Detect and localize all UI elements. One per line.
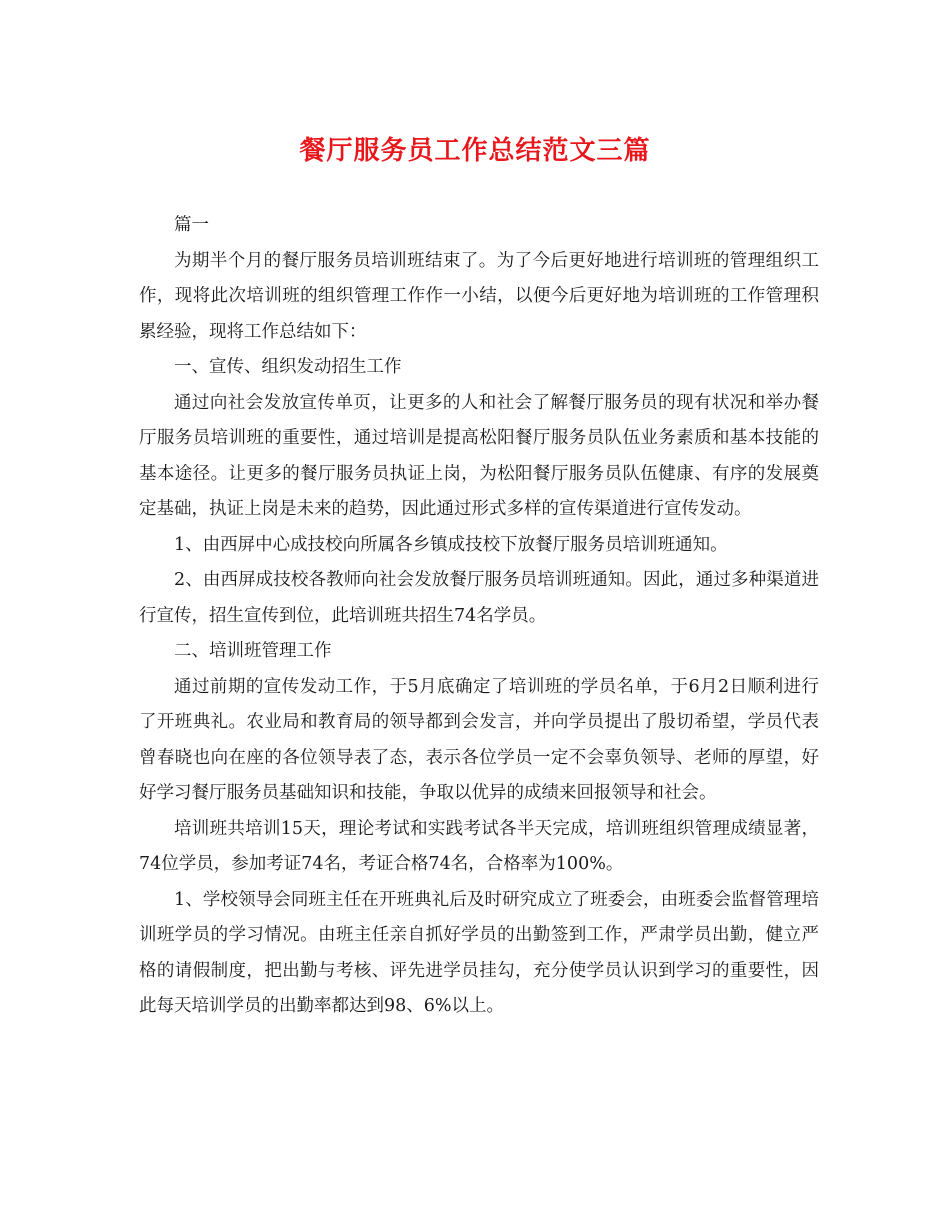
list-item: 1、由西屏中心成技校向所属各乡镇成技校下放餐厅服务员培训班通知。 [174,534,728,555]
list-item: 2、由西屏成技校各教师向社会发放餐厅服务员培训班通知。因此，通过多种渠道进行宣传，招生宣传到位，此培训班共招生74名学员。 [139,570,819,626]
section-heading: 二、培训班管理工作 [174,641,332,661]
section-heading: 一、宣传、组织发动招生工作 [174,357,402,377]
list-item: 1、学校领导会同班主任在开班典礼后及时研究成立了班委会，由班委会监督管理培训班学员的学习情况。由班主任亲自抓好学员的出勤签到工作，严肃学员出勤，健立严格的请假制度，把出勤与考核、评先进学员挂勾，充分使学员认识到学习的重要性，因此每天培训学员的出勤率都达到98、6%以上。 [139,889,819,1016]
paragraph: 通过向社会发放宣传单页，让更多的人和社会了解餐厅服务员的现有状况和举办餐厅服务员培训班的重要性，通过培训是提高松阳餐厅服务员队伍业务素质和基本技能的基本途径。让更多的餐厅服务员执证上岗，为松阳餐厅服务员队伍健康、有序的发展奠定基础，执证上岗是未来的趋势，因此通过形式多样的宣传渠道进行宣传发动。 [139,392,819,519]
paragraph: 为期半个月的餐厅服务员培训班结束了。为了今后更好地进行培训班的管理组织工作，现将此次培训班的组织管理工作作一小结，以便今后更好地为培训班的工作管理积累经验，现将工作总结如下： [139,250,819,342]
document-title: 餐厅服务员工作总结范文三篇 [299,136,651,166]
section-heading: 篇一 [174,215,209,235]
document-body [139,208,819,1025]
paragraph: 培训班共培训15天，理论考试和实践考试各半天完成，培训班组织管理成绩显著，74位学员，参加考证74名，考证合格74名，合格率为100%。 [139,818,819,874]
paragraph: 通过前期的宣传发动工作，于5月底确定了培训班的学员名单，于6月2日顺利进行了开班典礼。农业局和教育局的领导都到会发言，并向学员提出了殷切希望，学员代表曾春晓也向在座的各位领导表了态，表示各位学员一定不会辜负领导、老师的厚望，好好学习餐厅服务员基础知识和技能，争取以优异的成绩来回报领导和社会。 [139,676,819,803]
